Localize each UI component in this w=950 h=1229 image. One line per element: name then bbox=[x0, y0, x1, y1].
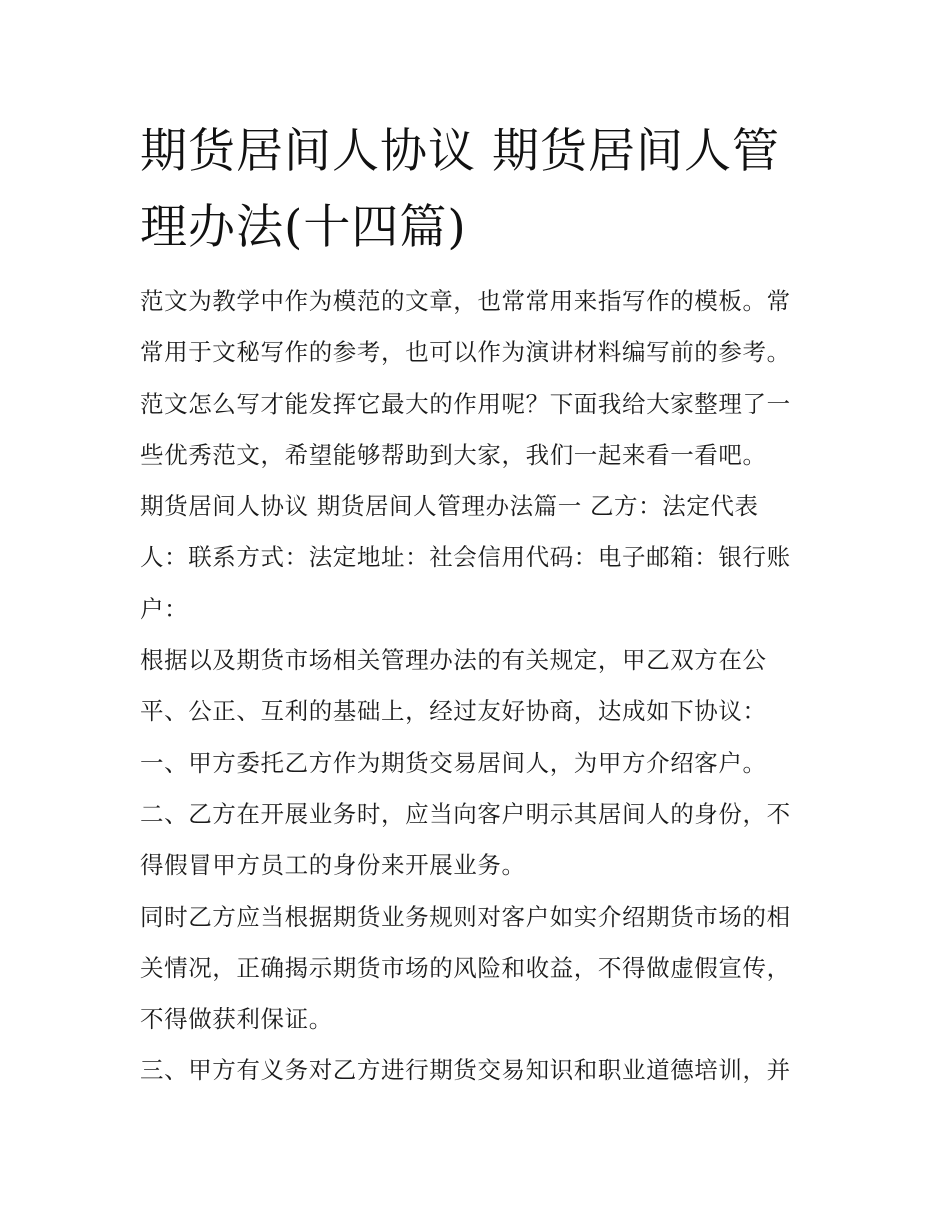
clause-1-paragraph: 一、甲方委托乙方作为期货交易居间人，为甲方介绍客户。 bbox=[140, 748, 767, 777]
document-body bbox=[140, 276, 820, 1097]
document-title: 期货居间人协议 期货居间人管 理办法(十四篇) bbox=[140, 124, 780, 255]
clause-2-paragraph: 二、乙方在开展业务时，应当向客户明示其居间人的身份，不 得假冒甲方员工的身份来开展业务。 bbox=[140, 799, 791, 880]
agreement-heading-paragraph: 期货居间人协议 期货居间人管理办法篇一 乙方：法定代表 人：联系方式：法定地址：社会信用代码：电子邮箱：银行账 户： bbox=[140, 492, 791, 623]
intro-paragraph: 范文为教学中作为模范的文章，也常常用来指写作的模板。常 常用于文秘写作的参考，也可以作为演讲材料编写前的参考。 范文怎么写才能发挥它最大的作用呢？下面我给大家整理了一 些优秀范文，希望能够帮助到大家，我们一起来看一看吧。 bbox=[140, 287, 791, 469]
clause-3-paragraph: 三、甲方有义务对乙方进行期货交易知识和职业道德培训，并 bbox=[140, 1056, 791, 1085]
basis-paragraph: 根据以及期货市场相关管理办法的有关规定，甲乙双方在公 平、公正、互利的基础上，经过友好协商，达成如下协议： bbox=[140, 646, 767, 726]
clause-2-continuation-paragraph: 同时乙方应当根据期货业务规则对客户如实介绍期货市场的相 关情况，正确揭示期货市场的风险和收益，不得做虚假宣传， 不得做获利保证。 bbox=[140, 902, 791, 1034]
